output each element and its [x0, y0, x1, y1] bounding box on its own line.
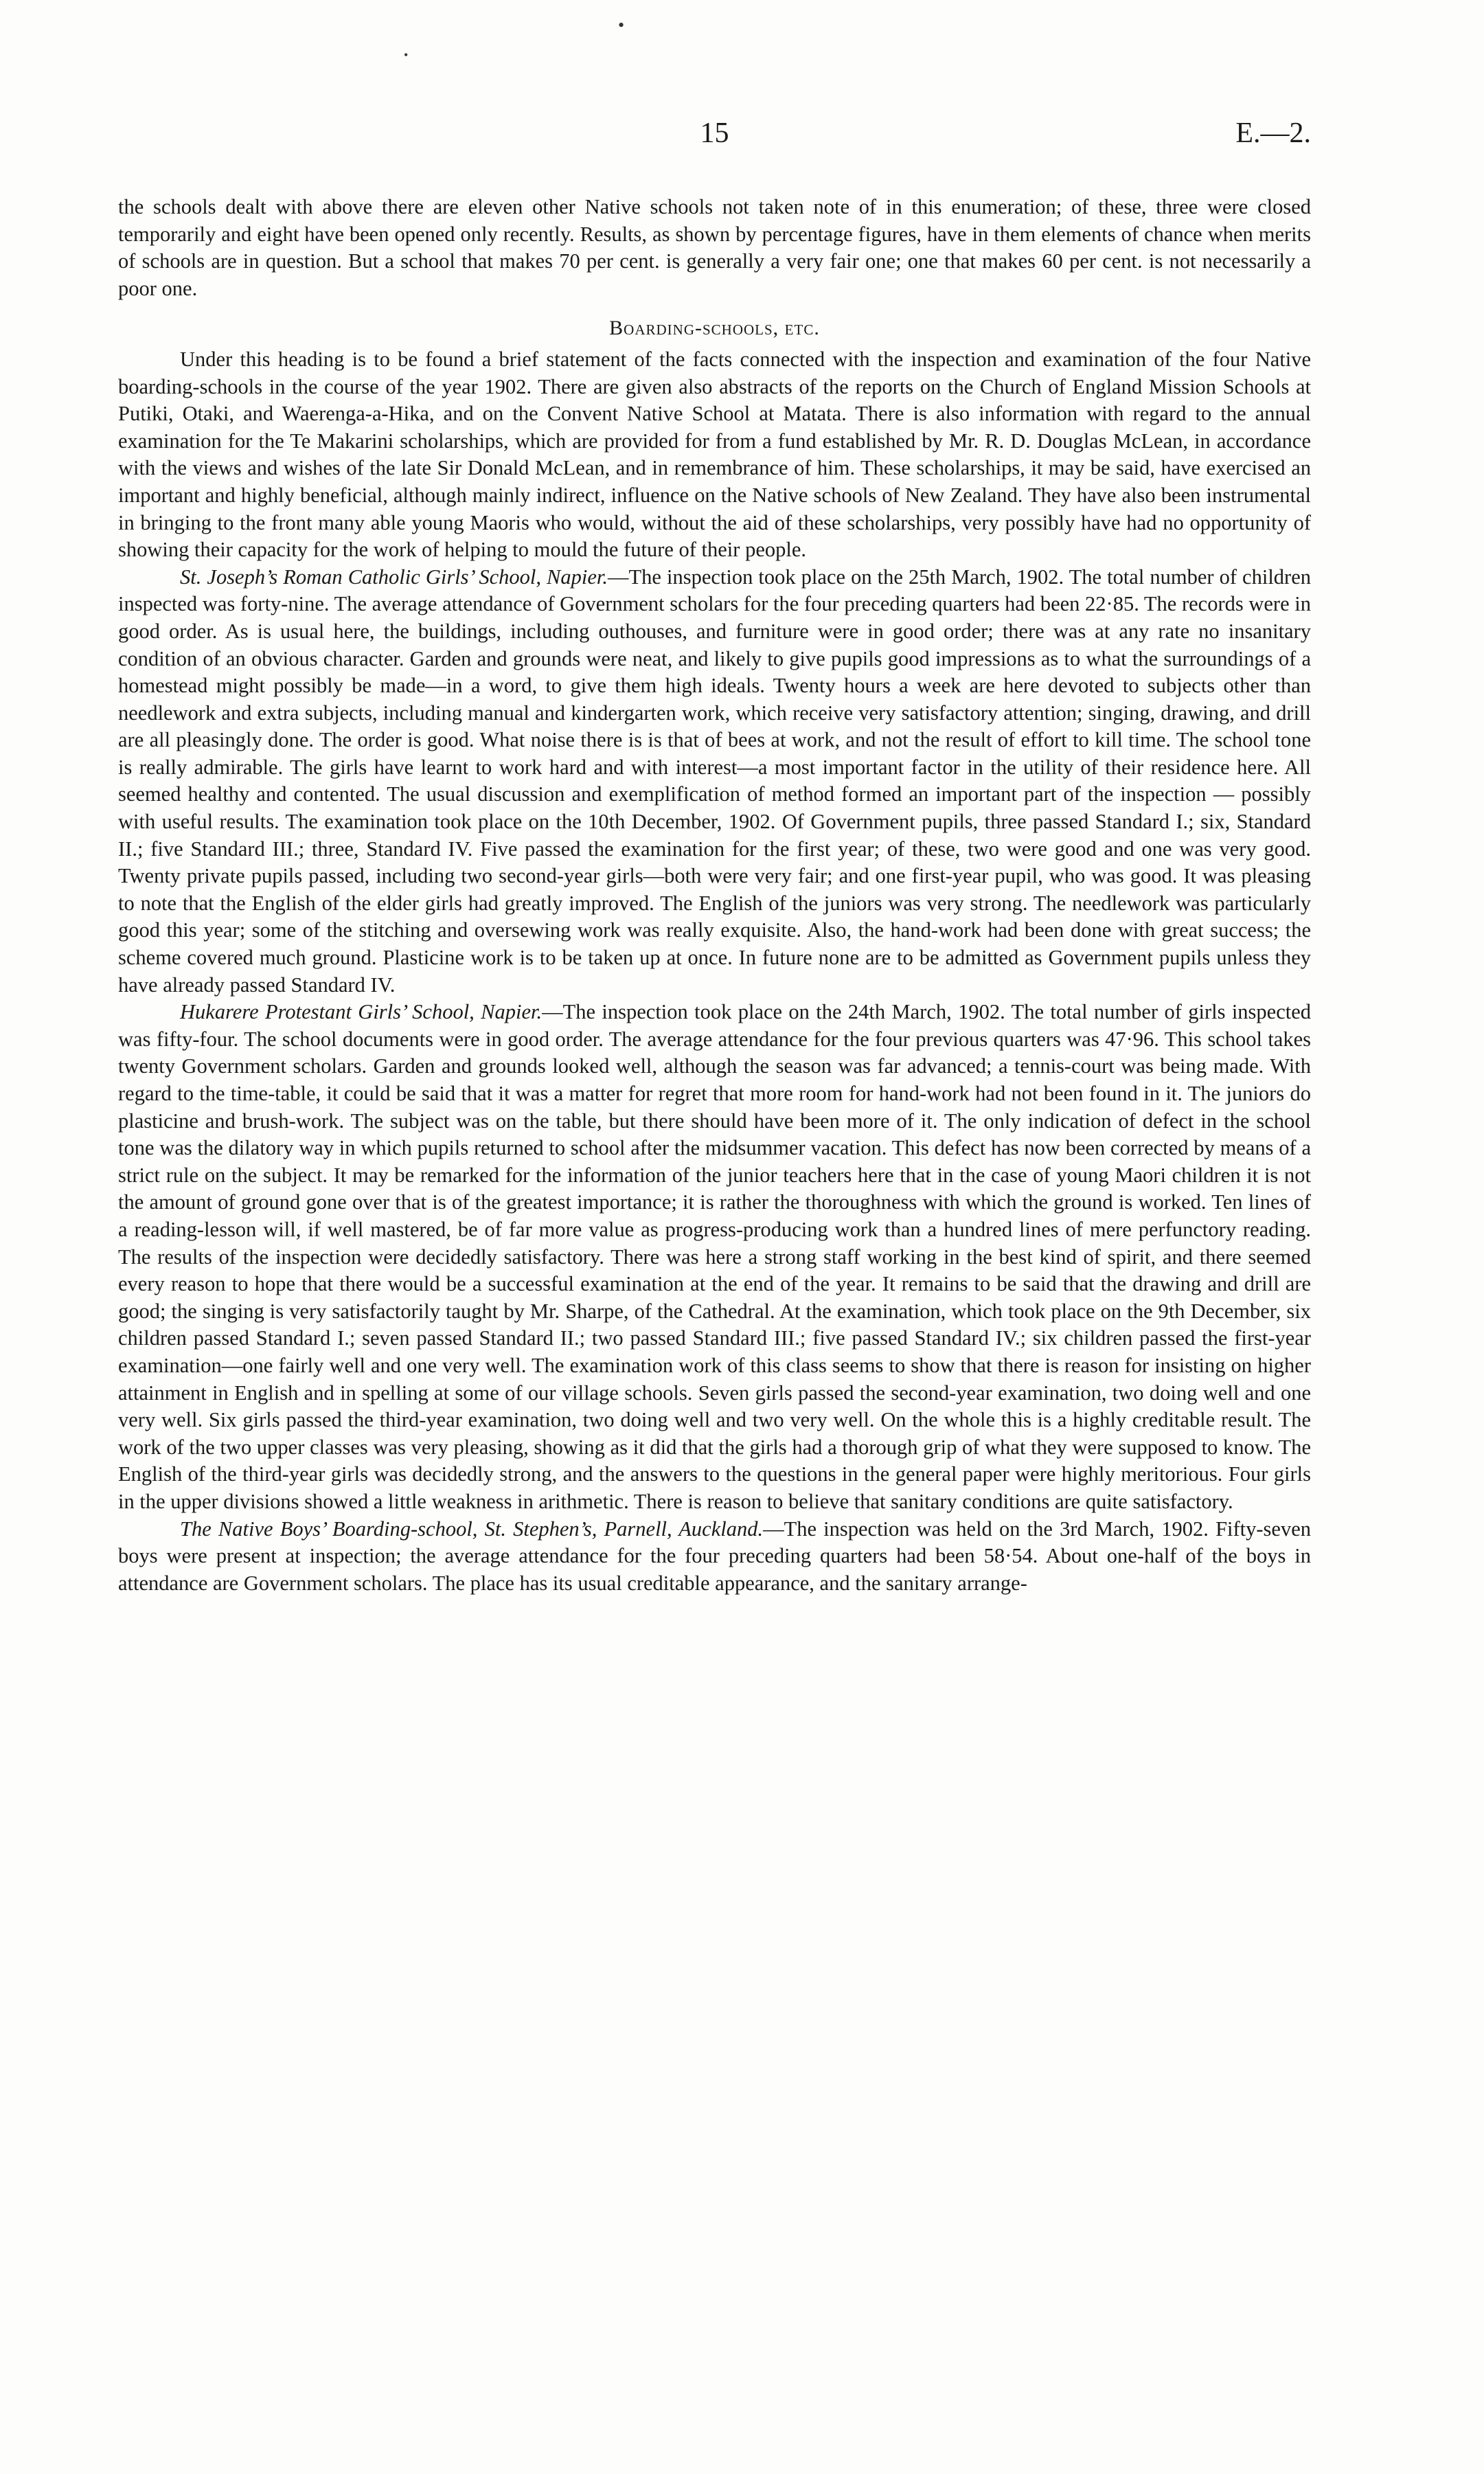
stray-mark-left: •: [404, 48, 409, 62]
page-header: [118, 117, 1311, 158]
page-number: 15: [700, 117, 729, 149]
stray-mark-top: •: [618, 15, 625, 35]
report-code: E.—2.: [1235, 117, 1311, 149]
hukarere-text: —The inspection took place on the 24th March, 1902. The total number of girls inspected was fifty-four. The school documents were in good order. The average attendance for the four previous quarters was 47·96. This school takes twenty Government scholars. Garden and grounds looked well, although the season was far advanced; a tennis-court was being made. With regard to the time-table, it could be said that it was a matter for regret that more room for hand-work had not been found in it. The juniors do plasticine and brush-work. The subject was on the table, but there should have been more of it. The only indication of defect in the school tone was the dilatory way in which pupils returned to school after the midsummer vacation. This defect has now been corrected by means of a strict rule on the subject. It may be remarked for the information of the junior teachers here that in the case of young Maori children it is not the amount of ground gone over that is of the greatest importance; it is rather the thoroughness with which the ground is worked. Ten lines of a reading-lesson will, if well mastered, be of far more value as progress-producing work than a hundred lines of mere perfunctory reading. The results of the inspection were decidedly satisfactory. There was here a strong staff working in the best kind of spirit, and there seemed every reason to hope that there would be a successful examination at the end of the year. It remains to be said that the drawing and drill are good; the singing is very satisfactorily taught by Mr. Sharpe, of the Cathedral. At the examination, which took place on the 9th December, six children passed Standard I.; seven passed Standard II.; two passed Standard III.; five passed Standard IV.; six children passed the first-year examination—one fairly well and one very well. The examination work of this class seems to show that there is reason for insisting on higher attainment in English and in spelling at some of our village schools. Seven girls passed the second-year examination, two doing well and one very well. Six girls passed the third-year examination, two doing well and two very well. On the whole this is a highly creditable result. The work of the two upper classes was very pleasing, showing as it did that the girls had a thorough grip of what they were supposed to know. The English of the third-year girls was decidedly strong, and the answers to the questions in the general paper were highly meritorious. Four girls in the upper divisions showed a little weakness in arithmetic. There is reason to believe that sanitary conditions are quite satisfactory.: [118, 1000, 1311, 1513]
st-stephens-title: The Native Boys’ Boarding-school, St. Stephen’s, Parnell, Auckland.: [180, 1517, 764, 1541]
section-heading: Boarding-schools, etc.: [609, 317, 820, 340]
st-stephens-paragraph: [118, 1516, 1311, 1598]
st-josephs-title: St. Joseph’s Roman Catholic Girls’ School, Napier.: [180, 565, 608, 589]
boarding-schools-paragraph: Under this heading is to be found a brief statement of the facts connected with the inspection and examination of the four Native boarding-schools in the course of the year 1902. There are given also abstracts of the reports on the Church of England Mission Schools at Putiki, Otaki, and Waerenga-a-Hika, and on the Convent Native School at Matata. There is also information with regard to the annual examination for the Te Makarini scholarships, which are provided for from a fund established by Mr. R. D. Douglas McLean, in accordance with the views and wishes of the late Sir Donald McLean, and in remembrance of him. These scholarships, it may be said, have exercised an important and highly beneficial, although mainly indirect, influence on the Native schools of New Zealand. They have also been instrumental in bringing to the front many able young Maoris who would, without the aid of these scholarships, very possibly have had no opportunity of showing their capacity for the work of helping to mould the future of their people.: [118, 347, 1311, 562]
st-josephs-paragraph: [118, 564, 1311, 999]
st-stephens-text: —The inspection was held on the 3rd March, 1902. Fifty-seven boys were present at inspection; the average attendance for the four preceding quarters had been 58·54. About one-half of the boys in attendance are Government scholars. The place has its usual creditable appearance, and the sanitary arrange-: [118, 1517, 1311, 1595]
document-body: [118, 194, 1311, 1597]
st-josephs-text: —The inspection took place on the 25th March, 1902. The total number of children inspected was forty-nine. The average attendance of Government scholars for the four preceding quarters had been 22·85. The records were in good order. As is usual here, the buildings, including outhouses, and furniture were in good order; there was at any rate no insanitary condition of an obvious character. Garden and grounds were neat, and likely to give pupils good impressions as to what the surroundings of a homestead might possibly be made—in a word, to give them high ideals. Twenty hours a week are here devoted to subjects other than needlework and extra subjects, including manual and kindergarten work, which receive very satisfactory attention; singing, drawing, and drill are all pleasingly done. The order is good. What noise there is is that of bees at work, and not the result of effort to kill time. The school tone is really admirable. The girls have learnt to work hard and with interest—a most important factor in the utility of their residence here. All seemed healthy and contented. The usual discussion and exemplification of method formed an important part of the inspection — possibly with useful results. The examination took place on the 10th December, 1902. Of Government pupils, three passed Standard I.; six, Standard II.; five Standard III.; three, Standard IV. Five passed the examination for the first year; of these, two were good and one was very good. Twenty private pupils passed, including two second-year girls—both were very fair; and one first-year pupil, who was good. It was pleasing to note that the English of the elder girls had greatly improved. The English of the juniors was very strong. The needlework was particularly good this year; some of the stitching and oversewing work was really exquisite. Also, the hand-work had been done with great success; the scheme covered much ground. Plasticine work is to be taken up at once. In future none are to be admitted as Government pupils unless they have already passed Standard IV.: [118, 565, 1311, 997]
hukarere-title: Hukarere Protestant Girls’ School, Napier.: [180, 1000, 543, 1024]
hukarere-paragraph: [118, 999, 1311, 1515]
intro-paragraph: the schools dealt with above there are eleven other Native schools not taken note of in this enumeration; of these, three were closed temporarily and eight have been opened only recently. Results, as shown by percentage figures, have in them elements of chance when merits of schools are in question. But a school that makes 70 per cent. is generally a very fair one; one that makes 60 per cent. is not necessarily a poor one.: [118, 195, 1311, 300]
